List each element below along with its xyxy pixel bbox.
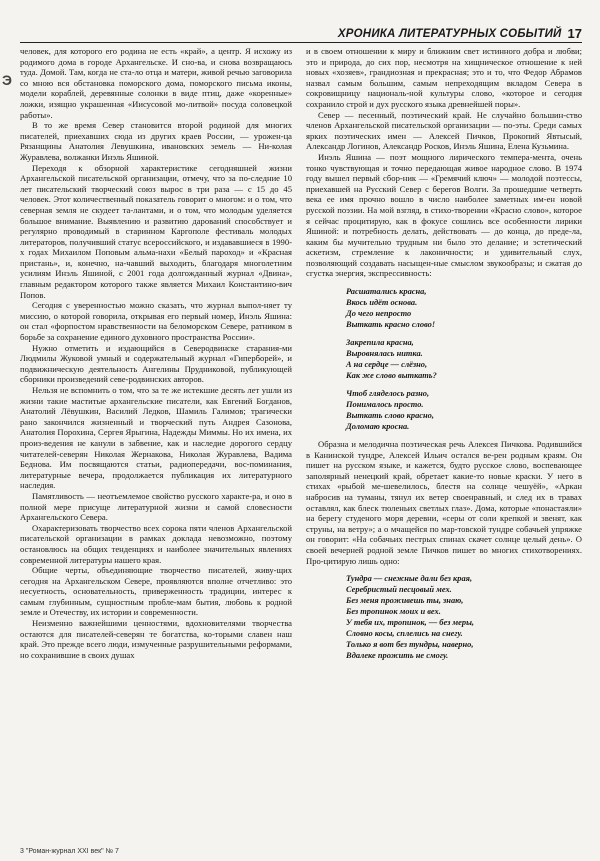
paragraph: Общие черты, объединяющие творчество писателей, живу-щих сегодня на Архангельском Севере, проявляются вполне отчетливо: это несуетность, основательность, приверженность традиции, интерес к самым глубинным, сущностным пробле-мам бытия, любовь к родной земле и Отечеству, их истории и современности. — [20, 565, 292, 618]
poem-line: Расшатались красна, — [346, 287, 427, 297]
page-edge-mark: Э — [2, 72, 12, 88]
paragraph: и в своем отношении к миру и ближним свет истинного добра и любви; это и природа, до сих пор, несмотря на хищническое отношение к ней новых «хозяев», грандиозная и прекрасная; это и то, что Федор Абрамов назвал самым большим, самым непреходящим вкладом Севера в сокровищницу националь-ной культуры слово, «которое и сегодня сохранило строй и дух русского языка древнейшей поры». — [306, 46, 582, 109]
page-footer: 3 "Роман-журнал XXI век" № 7 — [20, 848, 119, 855]
poem-line: Выровнялась нитка. — [346, 349, 423, 359]
poem-line: Выткать красно слово! — [346, 320, 436, 330]
poem-stanza — [346, 286, 582, 330]
paragraph: Сегодня с уверенностью можно сказать, что журнал выпол-няет ту миссию, о которой говорила, открывая его первый номер, Инэль Яшина: он стал «форпостом нравственности на беломорском Севере, ратником в борьбе за сохранение единого духовного пространства России». — [20, 300, 292, 343]
poem-line: Словно косы, сплелись на снегу. — [346, 629, 463, 639]
left-column — [20, 46, 292, 839]
paragraph: Неизменно важнейшими ценностями, вдохновителями творчества остаются для писателей-северян те богатства, ко-торыми славен наш край. Это прежде всего люди, измученные разрушительными реформами, но сохранившие в своих душах — [20, 618, 292, 660]
poem-line: Доломаю кросна. — [346, 422, 410, 432]
poem-line: Выткать слово красно, — [346, 411, 434, 421]
poem-line: Без тропинок моих и вех. — [346, 607, 441, 617]
page-number: 17 — [567, 26, 582, 41]
paragraph: Охарактеризовать творчество всех сорока пяти членов Архангельской писательской организации в рамках доклада невозможно, поэтому остановлюсь на общих тенденциях и наиболее значительных явлениях современной литературы нашего края. — [20, 522, 292, 565]
paragraph: Памятливость — неотъемлемое свойство русского характе-ра, и оно в полной мере присуще литературной жизни и самой словесности Архангельского Севера. — [20, 490, 292, 523]
poem-stanza — [346, 573, 582, 661]
poem-line: Без меня проживешь ты, знаю, — [346, 596, 464, 606]
right-column — [306, 46, 582, 839]
poem-line: Только я вот без тундры, наверно, — [346, 640, 474, 650]
poem-line: Чтоб гляделось разно, — [346, 389, 430, 399]
paragraph: В то же время Север становится второй родиной для многих писателей, приехавших сюда из других краев России, — урожен-ца Рязанщины Анатолия Левушкина, ивановских земель — Ни-колая Журавлева, волжанки Инэль Яшиной. — [20, 120, 292, 162]
poem-line: Вкось идёт основа. — [346, 298, 418, 308]
page-header — [20, 20, 582, 43]
poem-stanza — [346, 388, 582, 432]
poem-line: До чего непросто — [346, 309, 412, 319]
paragraph: человек, для которого его родина не есть «край», а центр. Я исхожу из родимого дома в городе Архангельске. И сно-ва, и снова возвращаюсь туда. Домой. Там, когда не ста-ло отца и матери, живой речью заговорила со мною вся обстановка поморского дома, поморского письма иконы, модели кораблей, деревянные солонки в виде птиц, даже «коренные» ложки, изящно украшенная «Иисусовой мо-литвой» посуда соловецкой работы». — [20, 46, 292, 120]
poem-line: Вдалеке прожить не смогу. — [346, 651, 449, 661]
paragraph: Инэль Яшина — поэт мощного лирического темпера-мента, очень тонко чувствующая и точно передающая живое народное слово. В 1974 году вышел первый сбор-ник — «Гремячий ключ» — молодой поэтессы, приехавшей на Русский Север с берегов Волги. За прошедшие четверть века ее имя прочно вошло в число наиболее заметных им-ен новой русской поэзии. На мой взгляд, в стихо-творении «Красно слово», которое я сейчас процитирую, как в фокусе сошлись все особенности лирики Яшиной: и потребность делать, действовать — до конца, до преде-ла, каким бы мучительно трудным ни было это делание; и эстетический аскетизм, стремление к лаконичности; и удивительный слух, позволяющий создавать насыщен-ные смыслом звукообразы; и сжатая до сгустка энергия, экспрессивность: — [306, 151, 582, 279]
paragraph: Нельзя не вспомнить о том, что за те же истекшие десять лет ушли из жизни такие маститые архангельские писатели, как Евгений Богданов, Анатолий Лёвушкин, Василий Ледков, Шамиль Галимов; трагически рано закончился жизненный и творческий путь Андрея Сазонова, Анатолия Порохина, Сергея Ярыгина, Надежды Миммы. Но их имена, их произ-ведения не канули в забвение, как и наследие дорогого сердцу читателей-северян Николая Жернакова, Николая Журавлева, Вадима Беднова. Им посвящаются статьи, радиопередачи, вос-поминания, литературные вечера, продолжается публикация их литературного наследия. — [20, 385, 292, 491]
paragraph: Образна и мелодична поэтическая речь Алексея Пичкова. Родившийся в Канинской тундре, Алексей Ильич остался ве-рен родным краям. Он пишет на русском языке, и кажется, будто русское слово, воспевающее заполярный ненецкий край, обретает какие-то новые краски. У него в стихах «рыбой ме-шевелилось, блестя на солнце чешуёй», «Аркан набросив на туманы, тянул их ветер своенравный, и след их в травах оставлял, как блеск тюленьих светлых глаз». Дома, которые «понастаяли» на берегу студеного моря деревни, «серы от соли крепкой и звенят, как струны, на ветру»; а о мчащейся по мар-товской тундре собачьей упряжке он говорит: «На собачьих пестрых спинах скачет солнце целый день». О своей вечерней родной земле Пичков пишет во многих стихотворениях. Про-цитирую лишь одно: — [306, 439, 582, 566]
poem-line: А на сердце — слёзно, — [346, 360, 428, 370]
poem-stanza — [346, 337, 582, 381]
poem-line: Серебристый песцовый мех. — [346, 585, 452, 595]
poem-line: У тебя их, тропинок, — без меры, — [346, 618, 474, 628]
section-title: ХРОНИКА ЛИТЕРАТУРНЫХ СОБЫТИЙ — [337, 28, 562, 40]
poem-line: Понималось просто. — [346, 400, 424, 410]
paragraph: Нужно отметить и издающийся в Северодвинске старания-ми Людмилы Жуковой умный и содержательный журнал «Гиперборей», и подвижническую деятельность Ангелины Прудниковой, публикующей сборники произведений севе-родвинских авторов. — [20, 342, 292, 385]
poem-line: Тундра — снежные дали без края, — [346, 574, 473, 584]
paragraph: Переходя к обзорной характеристике сегодняшней жизни Архангельской писательской организации, отмечу, что за по-следние 10 лет писательский творческий союз вырос в три раза — с 15 до 45 человек. Этот количественный показатель говорит о многом: и о том, что северная земля не скудеет та-лантами, и о том, что молодым уделяется большое внимание. Выявлению и развитию дарований способствует и регулярно проводимый в старинном Каргополе фестиваль молодых литераторов, получивший статус всероссийского, и издававшиеся в 1990-х годах Михаилом Поповым альма-нахи «Белый пароход» и «Красная пристань», и, конечно, на-чавший выходить, благодаря многолетним усилиям Инэль Яшиной, с 2001 года долгожданный журнал «Двина», главным редактором которого также является Михаил Константино-вич Попов. — [20, 162, 292, 300]
poem-line: Закрепила красна, — [346, 338, 414, 348]
paragraph: Север — песенный, поэтический край. Не случайно большин-ство членов Архангельской писательской организации — по-эты. Среди самых ярких поэтических имен — Алексей Пичков, Прокопий Явтысый, Александр Логинов, Александр Росков, Инэль Яшина, Елена Кузьмина. — [306, 109, 582, 152]
poem-line: Как же слово выткать? — [346, 371, 437, 381]
